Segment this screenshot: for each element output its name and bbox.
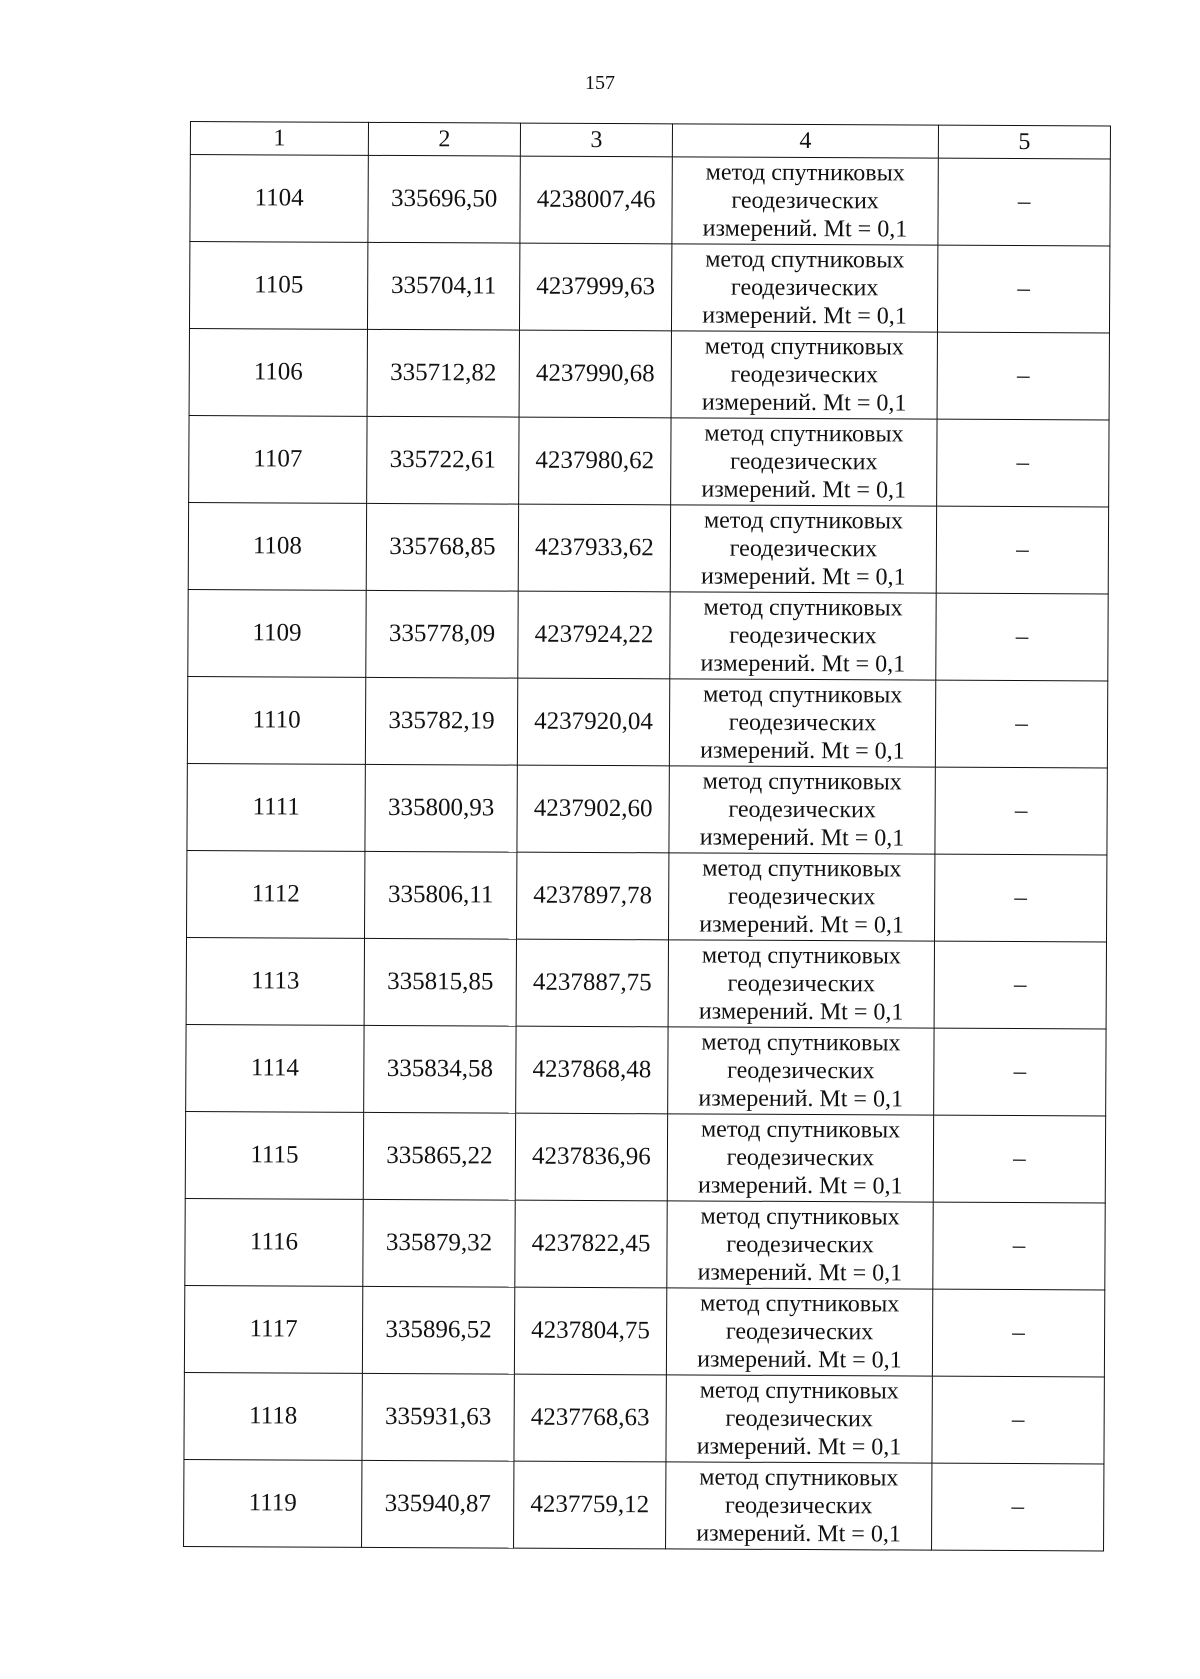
- method-cell: [668, 940, 934, 1028]
- method-line: метод спутниковых: [704, 420, 904, 448]
- point-number-cell: 1115: [185, 1111, 363, 1199]
- note-cell: –: [935, 767, 1107, 855]
- note-cell: –: [934, 941, 1106, 1029]
- method-line: метод спутниковых: [702, 855, 902, 883]
- method-line: метод спутниковых: [705, 159, 905, 187]
- y-coordinate-cell: 4237933,62: [518, 504, 670, 592]
- method-line: измерений. Mt = 0,1: [696, 1520, 901, 1548]
- note-cell: –: [937, 245, 1109, 333]
- method-line: измерений. Mt = 0,1: [699, 824, 905, 852]
- table-row: [189, 415, 1109, 506]
- method-line: метод спутниковых: [700, 1290, 900, 1318]
- table-row: [187, 676, 1107, 767]
- method-cell: [670, 505, 936, 593]
- y-coordinate-cell: 4237897,78: [517, 852, 669, 940]
- point-number-cell: 1111: [187, 763, 365, 851]
- x-coordinate-cell: 335940,87: [362, 1460, 514, 1548]
- note-cell: –: [933, 1115, 1105, 1203]
- note-cell: –: [932, 1289, 1104, 1377]
- method-cell: [671, 331, 937, 419]
- method-line: геодезических: [730, 274, 879, 302]
- method-line: геодезических: [725, 1318, 874, 1346]
- y-coordinate-cell: 4237822,45: [515, 1200, 667, 1288]
- point-number-cell: 1110: [187, 676, 365, 764]
- method-line: метод спутниковых: [699, 1464, 899, 1492]
- x-coordinate-cell: 335782,19: [365, 677, 517, 765]
- method-cell: [671, 418, 937, 506]
- method-cell: [666, 1288, 932, 1376]
- point-number-cell: 1116: [185, 1198, 363, 1286]
- method-line: метод спутниковых: [702, 768, 902, 796]
- method-line: геодезических: [727, 883, 876, 911]
- y-coordinate-cell: 4237920,04: [517, 678, 669, 766]
- method-line: измерений. Mt = 0,1: [701, 389, 907, 417]
- method-line: метод спутниковых: [701, 1029, 901, 1057]
- x-coordinate-cell: 335879,32: [363, 1199, 515, 1287]
- note-cell: –: [935, 680, 1107, 768]
- method-line: геодезических: [727, 970, 876, 998]
- point-number-cell: 1108: [188, 502, 366, 590]
- x-coordinate-cell: 335696,50: [368, 155, 520, 243]
- method-cell: [667, 1201, 933, 1289]
- method-line: геодезических: [725, 1405, 873, 1433]
- table-row: [185, 1111, 1105, 1202]
- x-coordinate-cell: 335931,63: [362, 1373, 514, 1461]
- method-line: метод спутниковых: [704, 333, 905, 361]
- column-header: 5: [938, 125, 1110, 159]
- method-line: метод спутниковых: [701, 942, 902, 970]
- method-line: измерений. Mt = 0,1: [698, 1085, 904, 1113]
- point-number-cell: 1119: [184, 1459, 362, 1547]
- y-coordinate-cell: 4237836,96: [515, 1113, 667, 1201]
- method-line: измерений. Mt = 0,1: [702, 302, 907, 330]
- method-line: измерений. Mt = 0,1: [697, 1259, 903, 1287]
- point-number-cell: 1106: [189, 328, 367, 416]
- y-coordinate-cell: 4237868,48: [516, 1026, 668, 1114]
- method-line: геодезических: [730, 448, 878, 476]
- method-line: геодезических: [726, 1231, 874, 1259]
- method-line: метод спутниковых: [703, 507, 904, 535]
- method-line: измерений. Mt = 0,1: [700, 737, 905, 765]
- note-cell: –: [937, 332, 1109, 420]
- method-line: измерений. Mt = 0,1: [700, 563, 906, 591]
- x-coordinate-cell: 335704,11: [367, 242, 519, 330]
- point-number-cell: 1117: [184, 1285, 362, 1373]
- x-coordinate-cell: 335806,11: [365, 851, 517, 939]
- table-row: [187, 850, 1107, 941]
- column-header: 1: [190, 122, 368, 156]
- table-row: [189, 328, 1109, 419]
- method-cell: [668, 1027, 934, 1115]
- method-line: геодезических: [724, 1492, 873, 1520]
- note-cell: –: [932, 1376, 1104, 1464]
- method-cell: [667, 1114, 933, 1202]
- y-coordinate-cell: 4237768,63: [514, 1374, 666, 1462]
- x-coordinate-cell: 335834,58: [364, 1025, 516, 1113]
- method-line: метод спутниковых: [700, 1116, 901, 1144]
- table-row: [184, 1285, 1104, 1376]
- table-row: [185, 1198, 1105, 1289]
- x-coordinate-cell: 335768,85: [366, 503, 518, 591]
- method-line: метод спутниковых: [703, 681, 903, 709]
- x-coordinate-cell: 335815,85: [364, 938, 516, 1026]
- method-line: метод спутниковых: [700, 1203, 900, 1231]
- x-coordinate-cell: 335800,93: [365, 764, 517, 852]
- note-cell: –: [934, 1028, 1106, 1116]
- method-line: измерений. Mt = 0,1: [696, 1433, 902, 1461]
- point-number-cell: 1104: [190, 155, 368, 243]
- table-row: [190, 155, 1110, 246]
- table-header-row: [190, 122, 1110, 159]
- method-line: геодезических: [729, 535, 878, 563]
- method-cell: [670, 592, 936, 680]
- note-cell: –: [936, 593, 1108, 681]
- method-line: геодезических: [728, 796, 876, 824]
- method-line: геодезических: [730, 361, 879, 389]
- method-line: измерений. Mt = 0,1: [702, 215, 908, 243]
- note-cell: –: [933, 1202, 1105, 1290]
- method-line: метод спутниковых: [699, 1377, 899, 1405]
- table-row: [189, 242, 1109, 333]
- y-coordinate-cell: 4238007,46: [520, 156, 672, 244]
- column-header: 2: [368, 122, 520, 156]
- method-cell: [669, 853, 935, 941]
- table-row: [184, 1459, 1104, 1550]
- note-cell: –: [938, 158, 1110, 246]
- y-coordinate-cell: 4237887,75: [516, 939, 668, 1027]
- page-number: 157: [585, 72, 615, 94]
- method-cell: [671, 244, 937, 332]
- point-number-cell: 1118: [184, 1372, 362, 1460]
- method-cell: [669, 766, 935, 854]
- note-cell: –: [936, 506, 1108, 594]
- point-number-cell: 1113: [186, 937, 364, 1025]
- x-coordinate-cell: 335865,22: [363, 1112, 515, 1200]
- column-header: 4: [672, 124, 938, 158]
- point-number-cell: 1109: [188, 589, 366, 677]
- y-coordinate-cell: 4237924,22: [518, 591, 670, 679]
- table-row: [187, 763, 1107, 854]
- y-coordinate-cell: 4237804,75: [514, 1287, 666, 1375]
- method-cell: [672, 157, 938, 245]
- note-cell: –: [935, 854, 1107, 942]
- coordinates-table: [183, 121, 1111, 1551]
- method-line: измерений. Mt = 0,1: [698, 998, 904, 1026]
- table-row: [188, 589, 1108, 680]
- method-line: геодезических: [726, 1144, 875, 1172]
- method-line: измерений. Mt = 0,1: [701, 476, 907, 504]
- method-line: метод спутниковых: [703, 594, 903, 622]
- note-cell: –: [937, 419, 1109, 507]
- table-row: [184, 1372, 1104, 1463]
- method-cell: [666, 1462, 932, 1550]
- method-line: измерений. Mt = 0,1: [697, 1346, 902, 1374]
- method-cell: [666, 1375, 932, 1463]
- x-coordinate-cell: 335712,82: [367, 329, 519, 417]
- method-line: геодезических: [727, 1057, 875, 1085]
- x-coordinate-cell: 335778,09: [366, 590, 518, 678]
- point-number-cell: 1107: [189, 415, 367, 503]
- y-coordinate-cell: 4237999,63: [519, 243, 671, 331]
- table-body: [184, 155, 1111, 1551]
- table-row: [188, 502, 1108, 593]
- method-line: геодезических: [728, 709, 877, 737]
- table-row: [186, 1024, 1106, 1115]
- x-coordinate-cell: 335722,61: [367, 416, 519, 504]
- method-line: геодезических: [729, 622, 877, 650]
- point-number-cell: 1105: [189, 242, 367, 330]
- point-number-cell: 1112: [187, 850, 365, 938]
- y-coordinate-cell: 4237980,62: [519, 417, 671, 505]
- point-number-cell: 1114: [186, 1024, 364, 1112]
- method-line: измерений. Mt = 0,1: [699, 911, 904, 939]
- y-coordinate-cell: 4237759,12: [514, 1461, 666, 1549]
- y-coordinate-cell: 4237990,68: [519, 330, 671, 418]
- column-header: 3: [520, 123, 672, 157]
- table-row: [186, 937, 1106, 1028]
- method-cell: [669, 679, 935, 767]
- method-line: геодезических: [731, 187, 879, 215]
- method-line: метод спутниковых: [705, 246, 905, 274]
- method-line: измерений. Mt = 0,1: [697, 1172, 903, 1200]
- method-line: измерений. Mt = 0,1: [700, 650, 906, 678]
- y-coordinate-cell: 4237902,60: [517, 765, 669, 853]
- note-cell: –: [932, 1463, 1104, 1551]
- x-coordinate-cell: 335896,52: [362, 1286, 514, 1374]
